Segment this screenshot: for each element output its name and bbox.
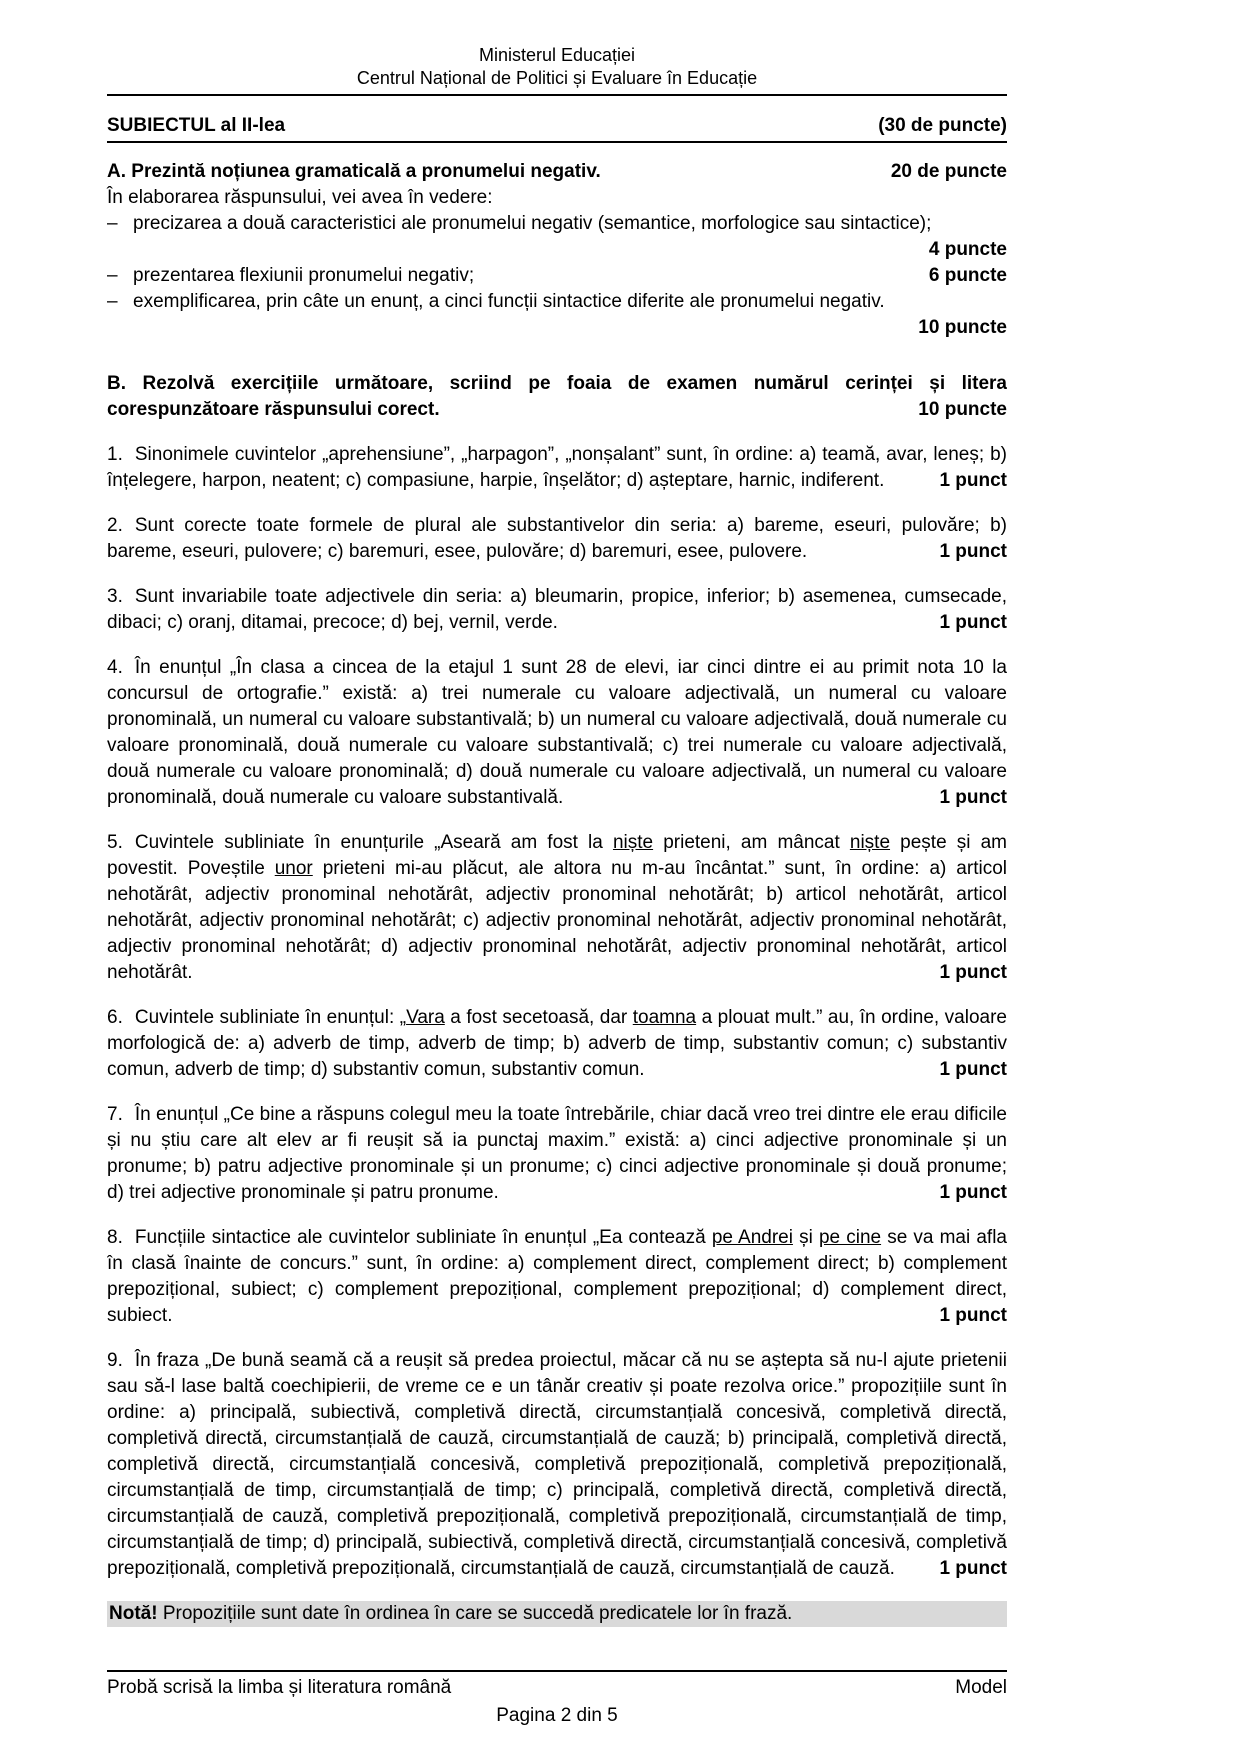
item-text: Cuvintele subliniate în enunțurile „Aseară am fost la niște prieteni, am mâncat niște pește și am povestit. Poveștile unor prieteni mi-au plăcut, ale altora nu m-au încântat.” sunt, în ordine: a) articol nehotărât, adjectiv pronominal nehotărât, adjectiv pronominal nehotărât; b) articol nehotărât, articol nehotărât, adjectiv pronominal nehotărât; c) adjectiv pronominal nehotărât, adjectiv pronominal nehotărât, adjectiv pronominal nehotărât; d) adjectiv pronominal nehotărât, adjectiv pronominal nehotărât, articol nehotărât. [107,832,1007,983]
section-b-heading-text: B. Rezolvă exercițiile următoare, scriind pe foaia de examen numărul cerinței și litera corespunzătoare răspunsului corect. [107,373,1007,420]
center-name: Centrul Național de Politici și Evaluare în Educație [356,68,758,88]
item-number: 3. [107,586,123,607]
item-text: În enunțul „În clasa a cincea de la etajul 1 sunt 28 de elevi, iar cinci dintre ei au primit nota 10 la concursul de ortografie.” există: a) trei numerale cu valoare adjectivală, un numeral cu valoare pronominală, un numeral cu valoare substantivală; b) un numeral cu valoare adjectivală, două numerale cu valoare pronominală, două numerale cu valoare substantivală; c) trei numerale cu valoare adjectivală, două numerale cu valoare pronominală; d) două numerale cu valoare adjectivală, un numeral cu valoare pronominală, două numerale cu valoare substantivală. [107,657,1007,808]
item-text: Cuvintele subliniate în enunțul: „Vara a fost secetoasă, dar toamna a plouat mult.” au, în ordine, valoare morfologică de: a) adverb de timp, adverb de timp; b) adverb de timp, substantiv comun; c) substantiv comun, adverb de timp; d) substantiv comun, substantiv comun. [107,1007,1007,1080]
ministry-name: Ministerul Educației [478,45,636,65]
requirement-bullet-2 [107,263,1007,289]
item-number: 6. [107,1007,123,1028]
section-a-heading: A. Prezintă noțiunea gramaticală a pronumelui negativ. [107,161,601,182]
footer-exam-name: Probă scrisă la limba și literatura română [107,1677,452,1698]
subject-title-row [107,113,1007,143]
item-number: 1. [107,444,123,465]
item-points: 1 punct [939,612,1007,633]
subject-points: (30 de puncte) [878,115,1007,136]
requirement-bullet-1 [107,211,1007,237]
footer-model-label: Model [955,1677,1007,1698]
item-number: 8. [107,1227,123,1248]
section-a [107,159,1007,341]
subject-title: SUBIECTUL al II-lea [107,115,286,136]
section-a-intro: În elaborarea răspunsului, vei avea în vedere: [107,187,493,208]
page-number: Pagina 2 din 5 [496,1705,618,1726]
item-text: Sinonimele cuvintelor „aprehensiune”, „harpagon”, „nonșalant” sunt, în ordine: a) teamă, avar, leneș; b) înțelegere, harpon, neatent; c) compasiune, harpie, înșelător; d) așteptare, harnic, indiferent. [107,444,1007,491]
exam-item-8 [107,1225,1007,1329]
section-b-heading [107,371,1007,423]
bullet-dash: – [107,265,118,286]
exam-item-1 [107,442,1007,494]
note-highlight [107,1601,1007,1627]
requirement-points-1: 4 puncte [928,239,1007,260]
document-footer [107,1670,1007,1729]
item-text: În fraza „De bună seamă că a reușit să predea proiectul, măcar că nu se aștepta să nu-l ajute prietenii sau să-l lase baltă coechipierii, de vreme ce e un tânăr creativ și poate rezolva orice.” propozițiile sunt în ordine: a) principală, subiectivă, completivă directă, circumstanțială concesivă, completivă directă, completivă directă, circumstanțială de cauză, circumstanțială de cauză; b) principală, completivă directă, completivă directă, circumstanțială concesivă, completivă prepozițională, completivă prepozițională, circumstanțială de timp, circumstanțială de timp; c) principală, completivă directă, completivă directă, circumstanțială de cauză, completivă prepozițională, completivă prepozițională, circumstanțială de timp, circumstanțială de timp; d) principală, subiectivă, completivă directă, circumstanțială concesivă, completivă prepozițională, completivă prepozițională, circumstanțială de cauză, circumstanțială de cauză. [107,1350,1007,1579]
document-header [107,44,1007,96]
item-points: 1 punct [939,1182,1007,1203]
exam-item-3 [107,584,1007,636]
item-number: 7. [107,1104,123,1125]
exam-item-2 [107,513,1007,565]
section-b-points: 10 puncte [918,399,1007,420]
footer-row [107,1670,1007,1701]
item-points: 1 punct [939,1558,1007,1579]
note-text: Propozițiile sunt date în ordinea în care se succedă predicatele lor în frază. [157,1603,793,1624]
exam-item-4 [107,655,1007,811]
item-points: 1 punct [939,541,1007,562]
item-text: Funcțiile sintactice ale cuvintelor subliniate în enunțul „Ea contează pe Andrei și pe cine se va mai afla în clasă înainte de concurs.” sunt, în ordine: a) complement direct, complement direct; b) complement prepozițional, subiect; c) complement prepozițional, complement prepozițional; d) complement direct, subiect. [107,1227,1007,1326]
exam-item-7 [107,1102,1007,1206]
item-text: În enunțul „Ce bine a răspuns colegul meu la toate întrebările, chiar dacă vreo trei dintre ele erau dificile și nu știu care alt elev ar fi reușit să ia punctaj maxim.” există: a) cinci adjective pronominale și un pronume; b) patru adjective pronominale și un pronume; c) cinci adjective pronominale și două pronume; d) trei adjective pronominale și patru pronume. [107,1104,1007,1203]
item-points: 1 punct [939,962,1007,983]
item-number: 4. [107,657,123,678]
item-points: 1 punct [939,787,1007,808]
bullet-dash: – [107,213,118,234]
requirement-points-2: 6 puncte [928,265,1007,286]
item-points: 1 punct [939,1059,1007,1080]
item-text: Sunt invariabile toate adjectivele din seria: a) bleumarin, propice, inferior; b) asemenea, cumsecade, dibaci; c) oranj, ditamai, precoce; d) bej, vernil, verde. [107,586,1007,633]
item-points: 1 punct [939,470,1007,491]
bullet-dash: – [107,291,118,312]
requirement-bullet-3 [107,289,1007,315]
item-text: Sunt corecte toate formele de plural ale substantivelor din seria: a) bareme, eseuri, pulovăre; b) bareme, eseuri, pulovere; c) baremuri, esee, pulovăre; d) baremuri, esee, pulovere. [107,515,1007,562]
section-a-heading-row [107,159,1007,185]
item-points: 1 punct [939,1305,1007,1326]
section-b [107,341,1007,1646]
requirement-text: precizarea a două caracteristici ale pronumelui negativ (semantice, morfologice sau sintactice); [133,213,932,234]
item-number: 2. [107,515,123,536]
requirement-text: exemplificarea, prin câte un enunț, a cinci funcții sintactice diferite ale pronumelui negativ. [133,291,885,312]
requirement-points-3: 10 puncte [918,317,1007,338]
item-number: 5. [107,832,123,853]
note-label: Notă! [109,1603,158,1624]
requirement-text: prezentarea flexiunii pronumelui negativ; [133,265,475,286]
item-number: 9. [107,1350,123,1371]
exam-item-5 [107,830,1007,986]
section-a-points: 20 de puncte [890,161,1007,182]
exam-item-9 [107,1348,1007,1582]
exam-item-6 [107,1005,1007,1083]
